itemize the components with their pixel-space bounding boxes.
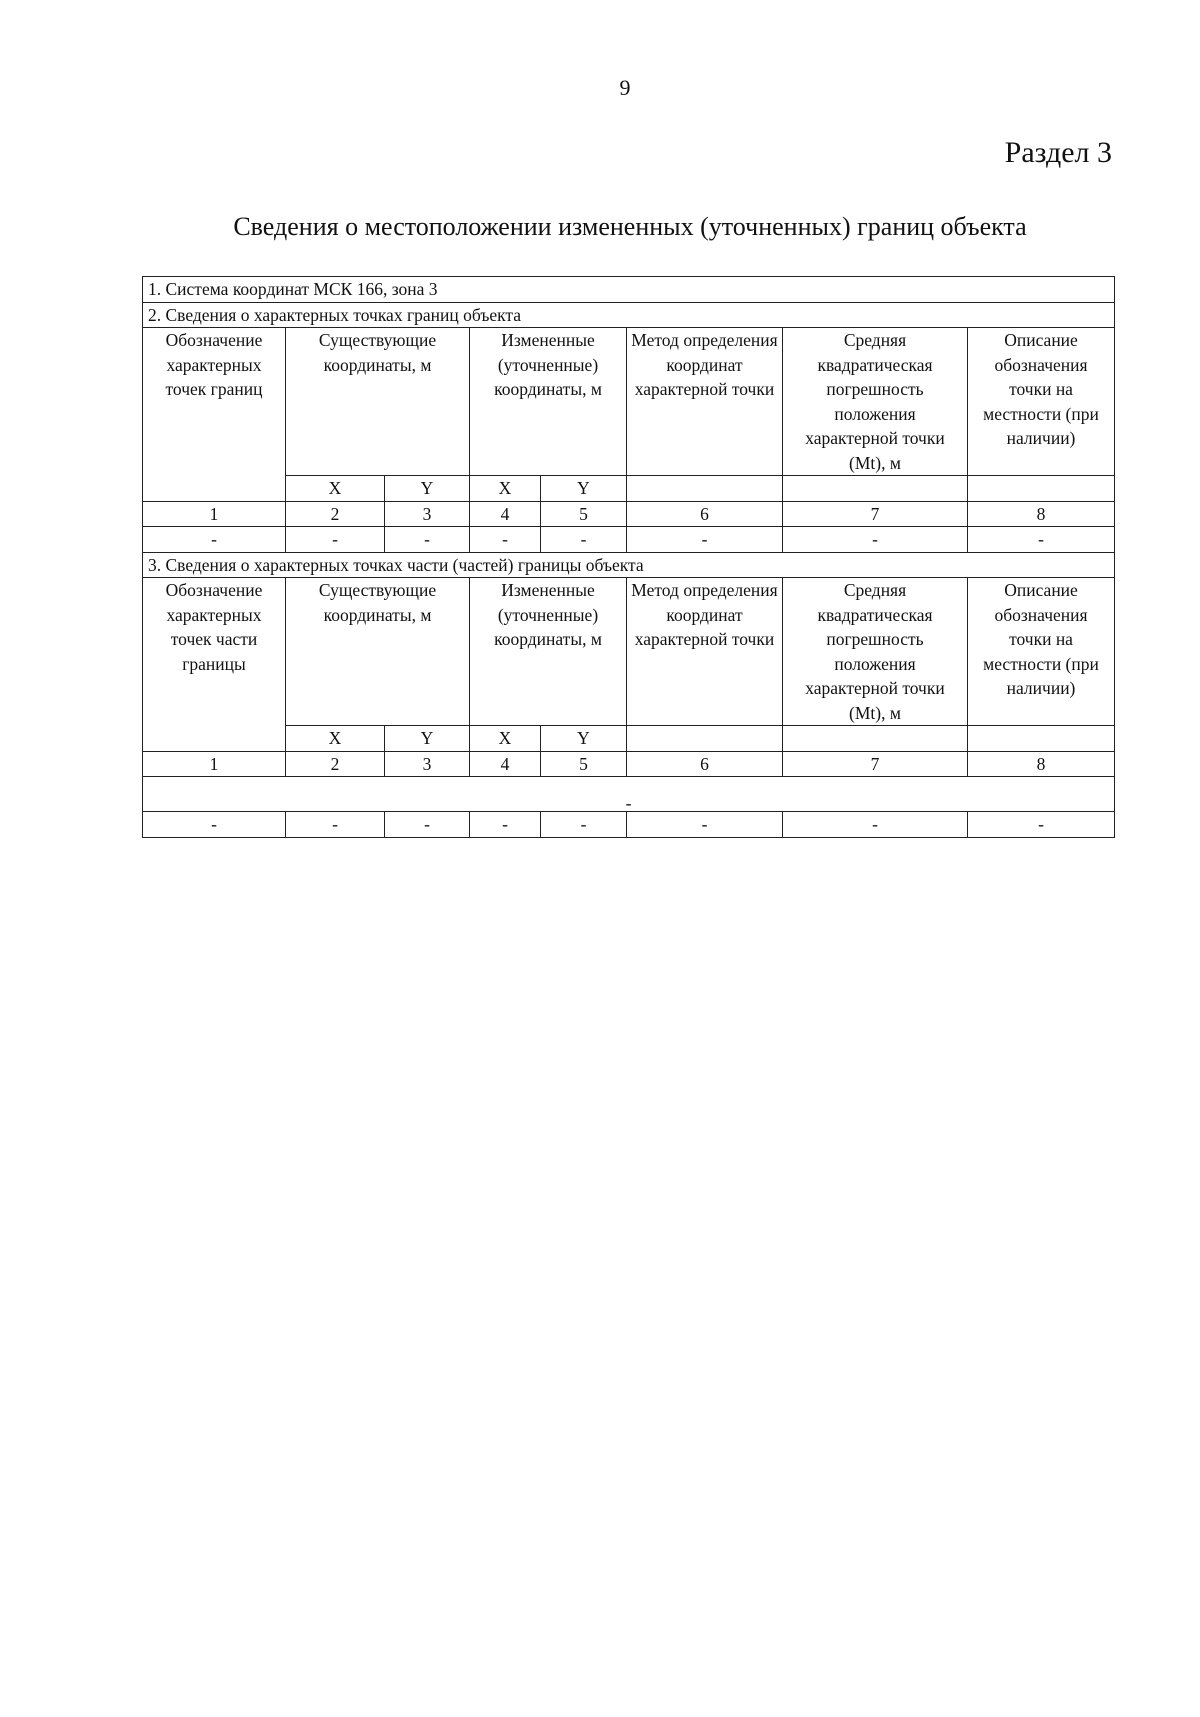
dash-cell: - xyxy=(385,527,470,553)
column-number-cell: 4 xyxy=(470,751,541,777)
column-number-row xyxy=(143,751,1115,777)
dash-cell: - xyxy=(286,812,385,838)
xy-row xyxy=(143,726,1115,752)
column-number-cell: 1 xyxy=(143,501,286,527)
section-2-heading-row xyxy=(143,302,1115,328)
column-number-cell: 6 xyxy=(627,751,783,777)
dash-cell: - xyxy=(627,527,783,553)
section-3-heading-row xyxy=(143,552,1115,578)
xy-row xyxy=(143,476,1115,502)
coordinate-system-cell: 1. Система координат МСК 166, зона 3 xyxy=(143,277,1115,303)
header-method: Метод определения координат характерной точки xyxy=(627,328,783,476)
dash-cell: - xyxy=(470,812,541,838)
dash-cell: - xyxy=(143,527,286,553)
empty-cell xyxy=(783,726,968,752)
column-number-cell: 3 xyxy=(385,501,470,527)
header-existing-coordinates: Существующие координаты, м xyxy=(286,328,470,476)
page-number: 9 xyxy=(619,75,631,100)
column-number-cell: 4 xyxy=(470,501,541,527)
dash-cell: - xyxy=(627,812,783,838)
header-existing-coordinates: Существующие координаты, м xyxy=(286,578,470,726)
xy-cell: X xyxy=(470,476,541,502)
column-number-cell: 5 xyxy=(541,751,627,777)
coordinates-table xyxy=(142,276,1115,838)
empty-cell xyxy=(627,726,783,752)
dash-cell: - xyxy=(470,527,541,553)
document-title: Сведения о местоположении измененных (уточненных) границ объекта xyxy=(233,212,1027,241)
xy-cell: X xyxy=(286,726,385,752)
dash-cell: - xyxy=(541,527,627,553)
dash-cell: - xyxy=(541,812,627,838)
dash-cell: - xyxy=(783,812,968,838)
column-number-cell: 8 xyxy=(968,501,1115,527)
header-row xyxy=(143,328,1115,476)
column-number-cell: 8 xyxy=(968,751,1115,777)
header-point-designation: Обозначение характерных точек границ xyxy=(143,328,286,502)
section-label: Раздел 3 xyxy=(1004,136,1112,169)
coordinate-system-row xyxy=(143,277,1115,303)
header-description: Описание обозначения точки на местности (при наличии) xyxy=(968,328,1115,476)
dash-cell: - xyxy=(286,527,385,553)
xy-cell: X xyxy=(470,726,541,752)
header-point-designation: Обозначение характерных точек части границы xyxy=(143,578,286,752)
xy-cell: Y xyxy=(541,476,627,502)
header-description: Описание обозначения точки на местности (при наличии) xyxy=(968,578,1115,726)
column-number-row xyxy=(143,501,1115,527)
column-number-cell: 3 xyxy=(385,751,470,777)
xy-cell: Y xyxy=(385,726,470,752)
table-row xyxy=(143,777,1115,812)
column-number-cell: 7 xyxy=(783,501,968,527)
column-number-cell: 1 xyxy=(143,751,286,777)
header-row xyxy=(143,578,1115,726)
xy-cell: Y xyxy=(541,726,627,752)
dash-cell: - xyxy=(385,812,470,838)
dash-cell: - xyxy=(968,527,1115,553)
xy-cell: Y xyxy=(385,476,470,502)
header-method: Метод определения координат характерной точки xyxy=(627,578,783,726)
dash-cell: - xyxy=(968,812,1115,838)
column-number-cell: 2 xyxy=(286,501,385,527)
header-changed-coordinates: Измененные (уточненные) координаты, м xyxy=(470,578,627,726)
empty-cell xyxy=(968,476,1115,502)
column-number-cell: 6 xyxy=(627,501,783,527)
section-3-heading-cell: 3. Сведения о характерных точках части (частей) границы объекта xyxy=(143,552,1115,578)
column-number-cell: 5 xyxy=(541,501,627,527)
section-2-heading-cell: 2. Сведения о характерных точках границ объекта xyxy=(143,302,1115,328)
column-number-cell: 7 xyxy=(783,751,968,777)
table-row xyxy=(143,527,1115,553)
empty-cell xyxy=(968,726,1115,752)
header-mean-error: Средняя квадратическая погрешность положения характерной точки (Mt), м xyxy=(783,328,968,476)
empty-cell xyxy=(627,476,783,502)
part-number-merged-cell: - xyxy=(143,777,1115,812)
xy-cell: X xyxy=(286,476,385,502)
table-row xyxy=(143,812,1115,838)
header-changed-coordinates: Измененные (уточненные) координаты, м xyxy=(470,328,627,476)
dash-cell: - xyxy=(143,812,286,838)
column-number-cell: 2 xyxy=(286,751,385,777)
header-mean-error: Средняя квадратическая погрешность положения характерной точки (Mt), м xyxy=(783,578,968,726)
dash-cell: - xyxy=(783,527,968,553)
empty-cell xyxy=(783,476,968,502)
